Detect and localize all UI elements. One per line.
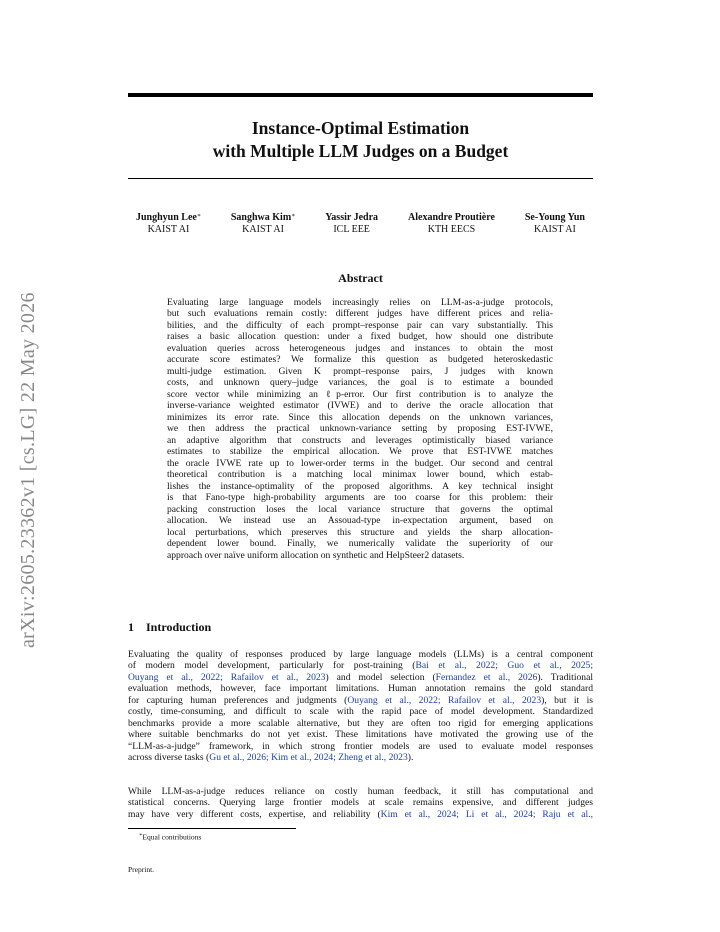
title-line-1: Instance-Optimal Estimation <box>251 118 470 138</box>
citation-link[interactable]: Bai et al., 2022; Guo et al., 2025; <box>415 660 593 672</box>
author-affiliation: KTH EECS <box>427 223 476 235</box>
abstract-line: we then address the practical unknown-variance setting by proposing EST-IVWE, <box>167 423 553 435</box>
abstract-line: is that Fano-type high-probability arguments are too coarse for this problem: their <box>167 492 553 504</box>
footnote-text: Equal contributions <box>142 832 202 842</box>
abstract-line: evaluation queries across heterogeneous judges and instances to obtain the most <box>167 342 553 354</box>
text-line: where suitable benchmarks do not yet exist. These limitations have motivated the growing use of the <box>128 729 593 741</box>
abstract-line: approach over naïve uniform allocation on synthetic and HelpSteer2 datasets. <box>167 549 465 561</box>
footnote-rule <box>128 828 296 829</box>
section-number: 1 <box>128 620 134 634</box>
footnote <box>139 832 201 842</box>
author-name: Alexandre Proutière <box>408 212 495 223</box>
author-affiliation: KAIST AI <box>147 223 190 235</box>
abstract-line: multi-judge estimation. Given K prompt–response pairs, J judges with known <box>167 365 553 377</box>
abstract-line: theoretical contribution is a matching local minimax lower bound, which estab- <box>167 469 553 481</box>
intro-paragraph-1 <box>128 649 593 764</box>
text-line: may have very different costs, expertise, and reliability (Kim et al., 2024; Li et al., 2024; Raju et al., <box>128 808 593 820</box>
text-line: benchmarks provide a more scalable alternative, but they are often too rigid for emerging applications <box>128 717 593 729</box>
citation-link[interactable]: Gu et al., 2026; Kim et al., 2024; Zheng et al., 2023 <box>209 752 408 764</box>
author-list <box>128 212 593 235</box>
abstract-line: Evaluating large language models increasingly relies on LLM-as-a-judge protocols, <box>167 297 553 308</box>
author-name: Yassir Jedra <box>325 212 379 223</box>
equal-contribution-mark: ∗ <box>196 213 201 219</box>
abstract-line: estimates to stabilize the empirical allocation. We prove that EST-IVWE matches <box>167 446 553 458</box>
abstract-line: accurate score estimates? We formalize this question as budgeted heteroskedastic <box>167 354 553 366</box>
text-line: evaluation methods, however, face important limitations. Human annotation remains the gold standard <box>128 683 593 695</box>
abstract-line: score vector while minimizing an ℓp-error. Our first contribution is to analyze the <box>167 388 553 400</box>
abstract-heading: Abstract <box>338 271 383 285</box>
citation-link[interactable]: Ouyang et al., 2022; Rafailov et al., 2023 <box>128 671 326 683</box>
author-affiliation: ICL EEE <box>333 223 370 235</box>
text-line: for capturing human preferences and judgments (Ouyang et al., 2022; Rafailov et al., 2023), but it is <box>128 694 593 706</box>
citation-link[interactable]: Kim et al., 2024; Li et al., 2024; Raju et al., <box>380 808 593 820</box>
abstract-line: lishes the instance-optimality of the proposed algorithms. A key technical insight <box>167 480 553 492</box>
text-line: of modern model development, particularly for post-training (Bai et al., 2022; Guo et al., 2025; <box>128 660 593 672</box>
abstract-line: an adaptive algorithm that constructs and leverages optimistically biased variance <box>167 434 553 446</box>
author-affiliation: KAIST AI <box>534 223 576 235</box>
equal-contribution-mark: ∗ <box>291 213 296 219</box>
author-affiliation: KAIST AI <box>242 223 284 235</box>
abstract-line: local perturbations, which preserves this structure and yields the sharp allocation- <box>167 526 553 538</box>
abstract-line: minimizes its error rate. Since this allocation depends on the unknown variances, <box>167 411 553 423</box>
preprint-label: Preprint. <box>128 865 155 874</box>
text-line: “LLM-as-a-judge” framework, in which strong frontier models are used to evaluate model responses <box>128 740 593 752</box>
author <box>408 212 495 235</box>
arxiv-side-label: arXiv:2605.23362v1 [cs.LG] 22 May 2026 <box>17 292 39 648</box>
abstract-line: the oracle IVWE rate up to lower-order terms in the budget. Our second and central <box>167 457 553 469</box>
abstract-line: bilities, and the difficulty of each prompt–response pair can vary substantially. This <box>167 319 553 331</box>
intro-paragraph-2 <box>128 786 593 820</box>
author <box>325 212 378 235</box>
title-rule-bottom <box>128 178 593 179</box>
title-line-2: with Multiple LLM Judges on a Budget <box>212 141 509 161</box>
abstract-line: costs, and unknown query–judge variances, the goal is to estimate a bounded <box>167 377 553 389</box>
abstract-line: dependent lower bound. Finally, we numerically validate the superiority of our <box>167 538 553 550</box>
citation-link[interactable]: Ouyang et al., 2022; Rafailov et al., 2023 <box>347 694 542 706</box>
footnote-mark: ∗ <box>139 833 143 838</box>
section-heading <box>128 620 211 635</box>
text-line: While LLM-as-a-judge reduces reliance on costly human feedback, it still has computational and <box>128 786 593 797</box>
text-line: costly, time-consuming, and difficult to scale with the rapid pace of model development. Standardized <box>128 706 593 718</box>
author-name: Junghyun Lee∗ <box>136 212 201 223</box>
abstract-line: allocation. We instead use an Assouad-type in-expectation argument, based on <box>167 515 553 527</box>
paper-title <box>128 117 593 163</box>
author <box>231 212 295 235</box>
citation-link[interactable]: Fernandez et al., 2026 <box>435 671 538 683</box>
abstract-line: inverse-variance weighted estimator (IVWE) and to derive the oracle allocation that <box>167 400 553 412</box>
text-line: statistical concerns. Querying large frontier models at scale remains expensive, and different judges <box>128 797 593 809</box>
abstract-body <box>167 297 553 561</box>
author-name: Se-Young Yun <box>524 212 585 223</box>
author-name: Sanghwa Kim∗ <box>230 212 296 223</box>
text-line: Evaluating the quality of responses produced by large language models (LLMs) is a central component <box>128 649 593 660</box>
text-line: Ouyang et al., 2022; Rafailov et al., 2023) and model selection (Fernandez et al., 2026). Traditional <box>128 671 593 683</box>
section-title: Introduction <box>146 620 212 634</box>
abstract-line: but such evaluations remain costly: different judges have different prices and relia- <box>167 308 553 320</box>
text-line: across diverse tasks (Gu et al., 2026; Kim et al., 2024; Zheng et al., 2023). <box>128 752 414 764</box>
abstract-line: packing construction loses the local variance structure that governs the optimal <box>167 503 553 515</box>
abstract-line: raises a basic allocation question: under a fixed budget, how should one distribute <box>167 331 553 343</box>
author <box>525 212 585 235</box>
title-rule-top <box>128 93 593 97</box>
author <box>136 212 201 235</box>
